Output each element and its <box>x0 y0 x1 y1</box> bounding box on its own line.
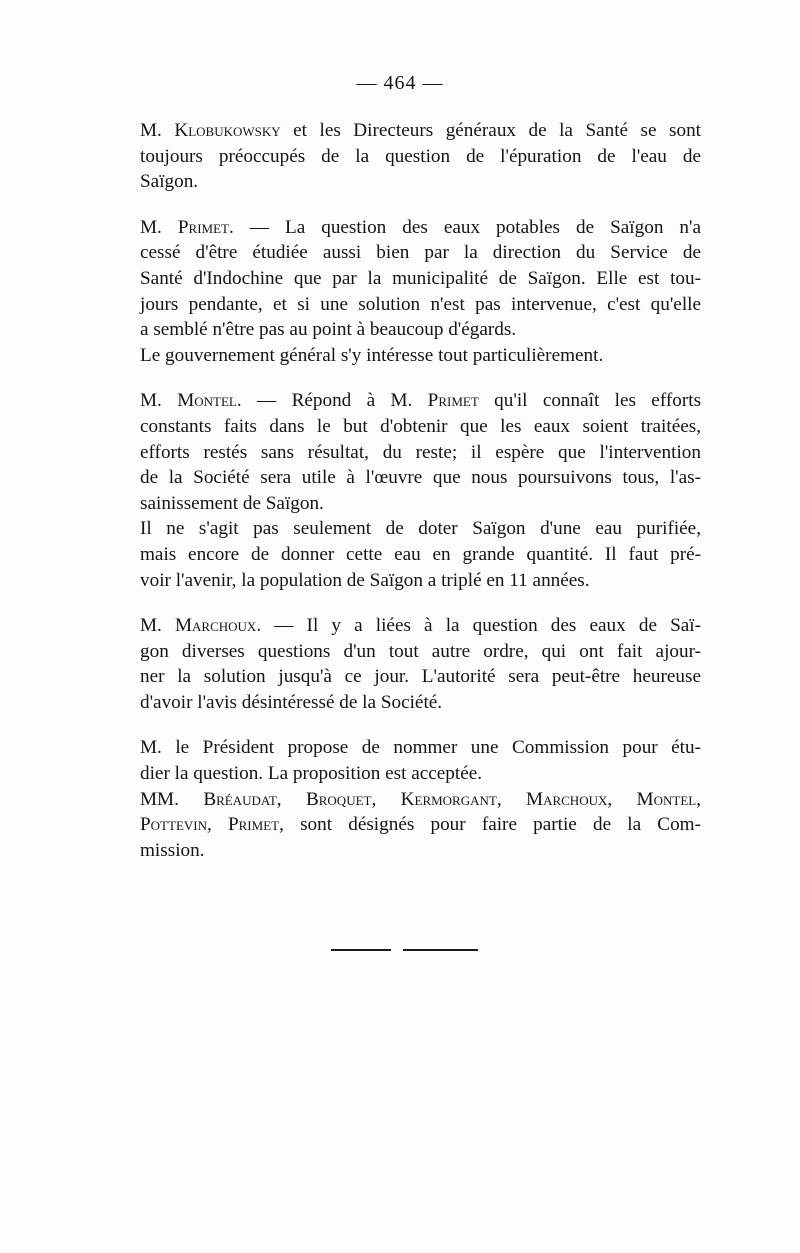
inline-name-primet: M. Primet <box>390 390 479 412</box>
paragraph-line: sont désignés pour faire partie de la Com- <box>300 814 701 836</box>
paragraph-line: M. le Président propose de nommer une Commission pour étu- <box>140 737 701 759</box>
speaker-montel: M. Montel. <box>140 390 242 412</box>
paragraph-line: ner la solution jusqu'à ce jour. L'autorité sera peut-être heureuse <box>140 666 701 688</box>
paragraph-line: gon diverses questions d'un tout autre ordre, qui ont fait ajour- <box>140 640 701 662</box>
paragraph-doter <box>118 516 701 593</box>
paragraph-klobukowsky <box>118 118 701 195</box>
end-rule-left <box>331 949 391 951</box>
paragraph-line: — La question des eaux potables de Saïgon n'a <box>249 216 701 238</box>
paragraph-line: cessé d'être étudiée aussi bien par la direction du Service de <box>140 242 701 264</box>
paragraph-line: efforts restés sans résultat, du reste; il espère que l'intervention <box>140 441 701 463</box>
page-number: — 464 — <box>356 72 444 94</box>
paragraph-president <box>118 735 701 786</box>
paragraph-line: — Répond à <box>257 390 376 412</box>
paragraph-line: — Il y a liées à la question des eaux de Saï- <box>274 615 701 637</box>
paragraph-line: et les Directeurs généraux de la Santé se sont <box>293 120 702 141</box>
paragraph-marchoux <box>118 613 701 715</box>
paragraph-line: dier la question. La proposition est acceptée. <box>140 763 483 785</box>
speaker-marchoux: M. Marchoux. <box>140 615 262 637</box>
speaker-primet: M. Primet. <box>140 216 234 238</box>
speaker-klobukowsky: M. Klobukowsky <box>140 120 281 141</box>
mm-prefix: MM. <box>140 788 179 810</box>
paragraph-line: mais encore de donner cette eau en grande quantité. Il faut pré- <box>140 543 701 565</box>
end-rule-right <box>403 949 478 951</box>
paragraph-line: constants faits dans le but d'obtenir que les eaux soient traitées, <box>140 415 701 437</box>
commission-names: Bréaudat, Broquet, Kermorgant, Marchoux, Montel, <box>203 788 701 810</box>
paragraph-line: Il ne s'agit pas seulement de doter Saïgon d'une eau purifiée, <box>140 518 701 540</box>
paragraph-line: toujours préoccupés de la question de l'épuration de l'eau de <box>140 145 701 167</box>
paragraph-commission <box>118 787 701 864</box>
paragraph-line: mission. <box>140 839 205 861</box>
paragraph-gouvernement <box>118 343 701 369</box>
paragraph-primet <box>118 215 701 343</box>
paragraph-line: de la Société sera utile à l'œuvre que nous poursuivons tous, l'as- <box>140 467 701 489</box>
document-body <box>118 118 701 863</box>
paragraph-line: Le gouvernement général s'y intéresse tout particulièrement. <box>140 344 604 366</box>
paragraph-line: voir l'avenir, la population de Saïgon a triplé en 11 années. <box>140 569 590 591</box>
paragraph-line: Saïgon. <box>140 171 199 193</box>
paragraph-line: a semblé n'être pas au point à beaucoup d'égards. <box>140 319 517 341</box>
paragraph-line: sainissement de Saïgon. <box>140 492 324 514</box>
paragraph-line: qu'il connaît les efforts <box>494 390 702 412</box>
paragraph-line: Santé d'Indochine que par la municipalité de Saïgon. Elle est tou- <box>140 267 701 289</box>
commission-names: Pottevin, Primet, <box>140 814 284 836</box>
paragraph-montel <box>118 388 701 516</box>
paragraph-line: jours pendante, et si une solution n'est pas intervenue, c'est qu'elle <box>140 293 701 315</box>
end-rule <box>331 949 491 952</box>
paragraph-line: d'avoir l'avis désintéressé de la Société. <box>140 691 443 713</box>
